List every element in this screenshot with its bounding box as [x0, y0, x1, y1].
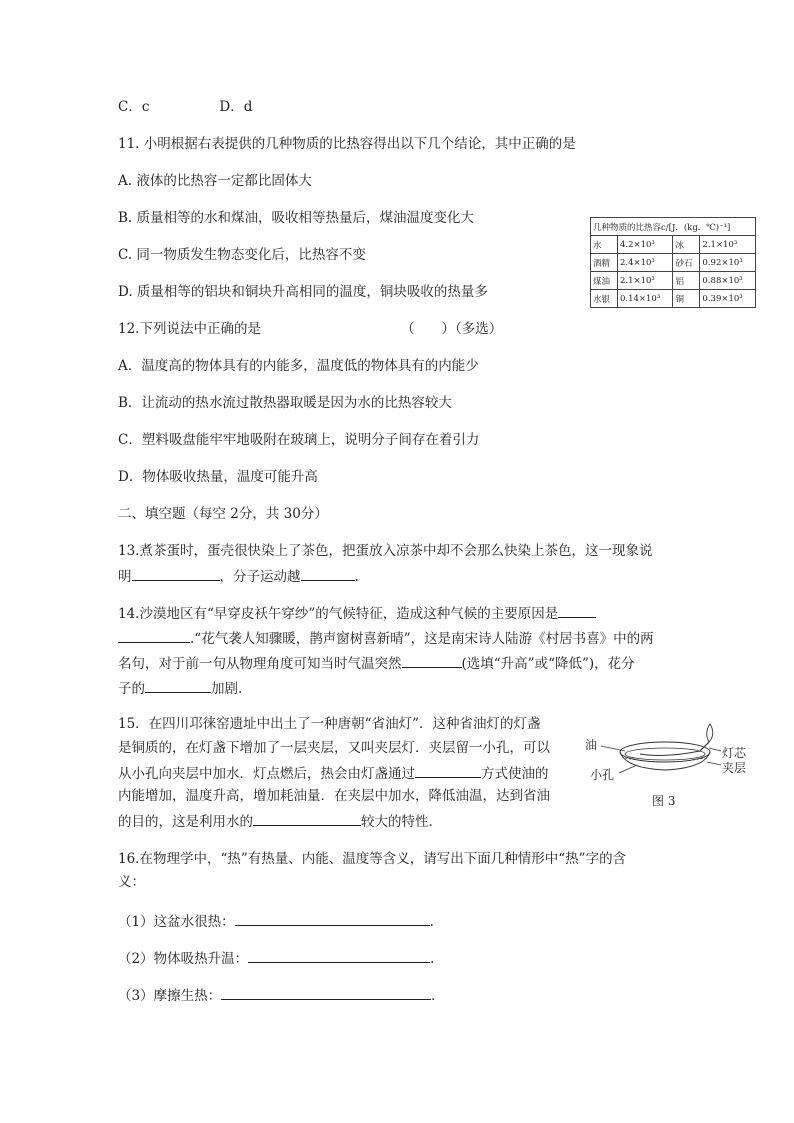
- table-cell: 2.1×10³: [700, 236, 756, 254]
- table-cell: 0.92×10³: [700, 254, 756, 272]
- table-cell: 0.39×10³: [700, 290, 756, 308]
- oil-lamp-figure: [585, 718, 775, 813]
- table-cell: 水: [591, 236, 618, 254]
- q14-line2: [118, 628, 654, 648]
- q16-blank-3[interactable]: [221, 985, 431, 1000]
- q12-option-d: D．物体吸收热量，温度可能升高: [118, 469, 318, 485]
- q15-blank-1[interactable]: [415, 763, 481, 778]
- q13-text: 明: [118, 569, 132, 585]
- q15-line2: 是铜质的，在灯盏下增加了一层夹层，又叫夹层灯．夹层留一小孔，可以: [118, 740, 550, 756]
- section-heading: 二、填空题（每空 2分，共 30分）: [118, 506, 328, 522]
- q12-stem-line: [118, 320, 502, 338]
- q13-text: .: [354, 569, 359, 585]
- q15-line3: [118, 763, 549, 783]
- q10-option-c: C．c: [118, 99, 150, 115]
- q12-option-a: A．温度高的物体具有的内能多，温度低的物体具有的内能少: [118, 358, 479, 374]
- q15-blank-2[interactable]: [253, 811, 361, 826]
- table-cell: 2.4×10³: [617, 254, 672, 272]
- q14-line4: [118, 678, 242, 698]
- table-cell: 0.88×10³: [700, 272, 756, 290]
- table-cell: 砂石: [673, 254, 700, 272]
- q16-line2: 义：: [118, 874, 145, 890]
- table-row: [591, 272, 756, 290]
- q15-text: 较大的特性．: [361, 814, 442, 830]
- q14-text: 名句，对于前一句从物理角度可知当时气温突然: [118, 656, 402, 672]
- q15-text: 的目的，这是利用水的: [118, 814, 253, 830]
- table-cell: 铜: [673, 290, 700, 308]
- q13-text: ，分子运动越: [219, 569, 301, 585]
- table-cell: 4.2×10³: [617, 236, 672, 254]
- table-cell: 铝: [673, 272, 700, 290]
- q12-stem: 12.下列说法中正确的是: [118, 321, 261, 337]
- specific-heat-table: [590, 217, 756, 308]
- q10-options: [118, 98, 252, 116]
- q14-line3: [118, 653, 635, 673]
- q16-blank-1[interactable]: [235, 911, 430, 926]
- table-cell: 冰: [673, 236, 700, 254]
- q12-option-c: C．塑料吸盘能牢牢地吸附在玻璃上，说明分子间存在着引力: [118, 432, 480, 448]
- q14-blank-3[interactable]: [145, 678, 211, 693]
- q14-blank-1[interactable]: [558, 603, 596, 618]
- q11-option-c: C. 同一物质发生物态变化后，比热容不变: [118, 247, 366, 263]
- label-hole: 小孔: [590, 768, 615, 782]
- q11-option-d: D. 质量相等的铝块和铜块升高相同的温度，铜块吸收的热量多: [118, 284, 488, 300]
- table-row: [591, 290, 756, 308]
- q15-line5: [118, 811, 442, 831]
- q13-line2: [118, 566, 359, 586]
- q12-answer-paren: （ ）（多选）: [400, 321, 503, 337]
- q14-text: .“花气袭人知骤暖，鹊声窗树喜新晴”，这是南宋诗人陆游《村居书喜》中的两: [190, 631, 654, 647]
- q11-option-a: A. 液体的比热容一定都比固体大: [118, 173, 312, 189]
- q14-text: 加剧.: [211, 681, 243, 697]
- q16-text: （3）摩擦生热：: [118, 988, 222, 1004]
- label-oil: 油: [585, 738, 598, 752]
- figure-caption: 图 3: [652, 794, 676, 808]
- q15-line4: 内能增加，温度升高，增加耗油量．在夹层中加水，降低油温，达到省油: [118, 788, 550, 804]
- table-cell: 0.14×10³: [617, 290, 672, 308]
- table-cell: 酒精: [591, 254, 618, 272]
- label-layer: 夹层: [722, 761, 747, 775]
- q16-text: .: [431, 988, 436, 1004]
- q11-option-b: B. 质量相等的水和煤油，吸收相等热量后，煤油温度变化大: [118, 210, 475, 226]
- table-cell: 煤油: [591, 272, 618, 290]
- q14-blank-1-cont[interactable]: [118, 628, 190, 643]
- table-row: [591, 236, 756, 254]
- q16-item-3: [118, 985, 435, 1005]
- q11-stem: 11. 小明根据右表提供的几种物质的比热容得出以下几个结论，其中正确的是: [118, 136, 576, 152]
- oil-lamp-illustration: [585, 718, 775, 798]
- q16-text: .: [429, 914, 434, 930]
- q16-blank-2[interactable]: [248, 948, 430, 963]
- q16-line1: 16.在物理学中，“热”有热量、内能、温度等含义，请写出下面几种情形中“热”字的含: [118, 851, 627, 867]
- q15-text: 从小孔向夹层中加水．灯点燃后，热会由灯盏通过: [118, 766, 415, 782]
- table-title: 几种物质的比热容c/[J．(kg．℃)⁻¹]: [591, 218, 756, 236]
- q16-text: .: [430, 951, 435, 967]
- q15-line1: 15．在四川邛徕窑遗址中出土了一种唐朝“省油灯”．这种省油灯的灯盏: [118, 716, 541, 732]
- table-row: [591, 254, 756, 272]
- q13-line1: 13.煮茶蛋时，蛋壳很快染上了茶色，把蛋放入凉茶中却不会那么快染上茶色，这一现象说: [118, 543, 653, 559]
- q16-item-1: [118, 911, 434, 931]
- q14-blank-2[interactable]: [402, 653, 462, 668]
- q15-text: 方式使油的: [481, 766, 549, 782]
- q13-blank-2[interactable]: [301, 566, 355, 581]
- q14-line1: [118, 603, 596, 623]
- label-wick: 灯芯: [722, 746, 747, 760]
- q10-option-d: D．d: [219, 99, 253, 115]
- q12-option-b: B．让流动的热水流过散热器取暖是因为水的比热容较大: [118, 395, 452, 411]
- q16-text: （2）物体吸热升温：: [118, 951, 249, 967]
- q14-text: (选填“升高”或“降低”)，花分: [461, 656, 635, 672]
- table-cell: 水银: [591, 290, 618, 308]
- q16-item-2: [118, 948, 434, 968]
- q14-text: 子的: [118, 681, 145, 697]
- q13-blank-1[interactable]: [132, 566, 220, 581]
- q14-text: 14.沙漠地区有“早穿皮袄午穿纱”的气候特征，造成这种气候的主要原因是: [118, 606, 559, 622]
- q16-text: （1）这盆水很热：: [118, 914, 235, 930]
- table-cell: 2.1×10³: [617, 272, 672, 290]
